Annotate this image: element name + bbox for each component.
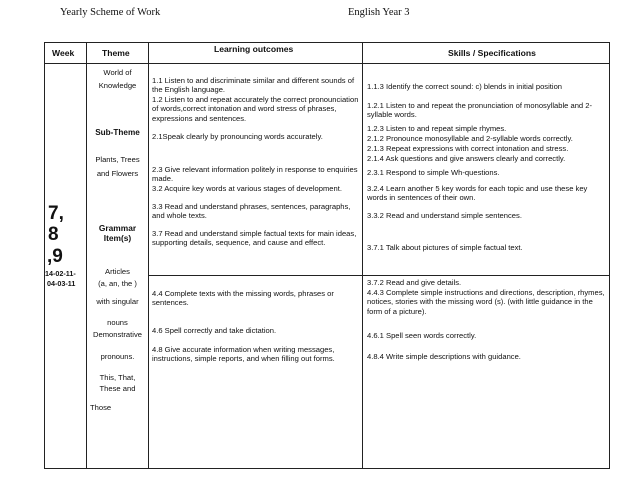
doc-header-left: Yearly Scheme of Work — [60, 7, 161, 18]
learning-outcome-4-4: 4.4 Complete texts with the missing words, phrases or sentences. — [152, 289, 334, 308]
theme-articles-list: (a, an, the ) — [98, 279, 137, 288]
theme-with-singular: with singular — [96, 297, 139, 306]
learning-outcome-4-8: 4.8 Give accurate information when writing messages, instructions, simple reports, and when filling out forms. — [152, 345, 335, 364]
skill-4-6-1: 4.6.1 Spell seen words correctly. — [367, 331, 477, 340]
column-header-skills: Skills / Specifications — [448, 48, 536, 58]
table-border-right — [609, 42, 610, 469]
skill-1-1-3: 1.1.3 Identify the correct sound: c) blends in initial position — [367, 82, 563, 91]
table-border-left — [44, 42, 45, 469]
skill-4-8-4: 4.8.4 Write simple descriptions with guidance. — [367, 352, 521, 361]
skill-3-7-1: 3.7.1 Talk about pictures of simple factual text. — [367, 243, 523, 252]
learning-outcome-1-1: 1.1 Listen to and discriminate similar and different sounds of the English language. — [152, 76, 355, 95]
skill-3-7-2: 3.7.2 Read and give details. — [367, 278, 462, 287]
theme-this-that: This, That, — [99, 373, 136, 382]
theme-grammar-label: Grammar — [98, 223, 137, 233]
skill-1-2-3: 1.2.3 Listen to and repeat simple rhymes. — [367, 124, 507, 133]
learning-outcome-4-6: 4.6 Spell correctly and take dictation. — [152, 326, 277, 335]
theme-grammar-items-label: Item(s) — [103, 233, 132, 243]
column-header-learning-outcomes: Learning outcomes — [214, 44, 294, 54]
skill-4-4-3: 4.4.3 Complete simple instructions and directions, description, rhymes, notices, stories with the missing word (s). (with little guidance in the form of a picture). — [367, 288, 605, 316]
theme-nouns: nouns — [107, 318, 128, 327]
theme-those: Those — [90, 403, 112, 412]
table-border-top — [44, 42, 610, 43]
theme-plants-trees: Plants, Trees — [95, 155, 140, 164]
theme-knowledge: Knowledge — [98, 81, 137, 90]
column-header-week: Week — [52, 48, 75, 58]
skill-3-2-4: 3.2.4 Learn another 5 key words for each topic and use these key words in sentences of their own. — [367, 184, 588, 203]
theme-demonstrative: Demonstrative — [93, 330, 142, 339]
theme-articles: Articles — [105, 267, 130, 276]
table-col-divider-2 — [148, 42, 149, 469]
doc-header-right: English Year 3 — [348, 7, 410, 18]
learning-outcome-2-1: 2.1Speak clearly by pronouncing words accurately. — [152, 132, 323, 141]
column-header-theme: Theme — [102, 48, 130, 58]
theme-pronouns: pronouns. — [100, 352, 135, 361]
skill-2-3-1: 2.3.1 Respond to simple Wh-questions. — [367, 168, 500, 177]
learning-outcome-1-2: 1.2 Listen to and repeat accurately the correct pronounciation of words,correct intonation and word stress of phrases, expressions and sentences. — [152, 95, 359, 123]
week-number-9: ,9 — [47, 246, 63, 267]
learning-outcome-3-2: 3.2 Acquire key words at various stages of development. — [152, 184, 342, 193]
skill-2-1-3: 2.1.3 Repeat expressions with correct intonation and stress. — [367, 144, 569, 153]
theme-subtheme-label: Sub-Theme — [95, 128, 140, 137]
week-date-end: 04-03-11 — [47, 279, 76, 288]
skill-2-1-4: 2.1.4 Ask questions and give answers clearly and correctly. — [367, 154, 566, 163]
learning-outcome-3-7: 3.7 Read and understand simple factual texts for main ideas, supporting details, sequence, and cause and effect. — [152, 229, 357, 248]
theme-world-of: World of — [103, 68, 132, 77]
learning-outcome-3-3: 3.3 Read and understand phrases, sentences, paragraphs, and whole texts. — [152, 202, 351, 221]
table-border-header-bottom — [44, 63, 610, 64]
table-col-divider-3 — [362, 42, 363, 469]
week-number-8: 8 — [48, 224, 59, 245]
theme-these-and: These and — [99, 384, 136, 393]
week-date-start: 14-02-11- — [45, 269, 76, 278]
table-border-bottom — [44, 468, 610, 469]
theme-and-flowers: and Flowers — [96, 169, 139, 178]
skill-1-2-1: 1.2.1 Listen to and repeat the pronunciation of monosyllable and 2-syllable words. — [367, 101, 593, 120]
table-row-divider — [148, 275, 610, 276]
table-col-divider-1 — [86, 42, 87, 469]
learning-outcome-2-3: 2.3 Give relevant information politely in response to enquiries made. — [152, 165, 358, 184]
skill-3-3-2: 3.3.2 Read and understand simple sentences. — [367, 211, 522, 220]
week-number-7: 7, — [48, 203, 64, 224]
skill-2-1-2: 2.1.2 Pronounce monosyllable and 2-syllable words correctly. — [367, 134, 573, 143]
